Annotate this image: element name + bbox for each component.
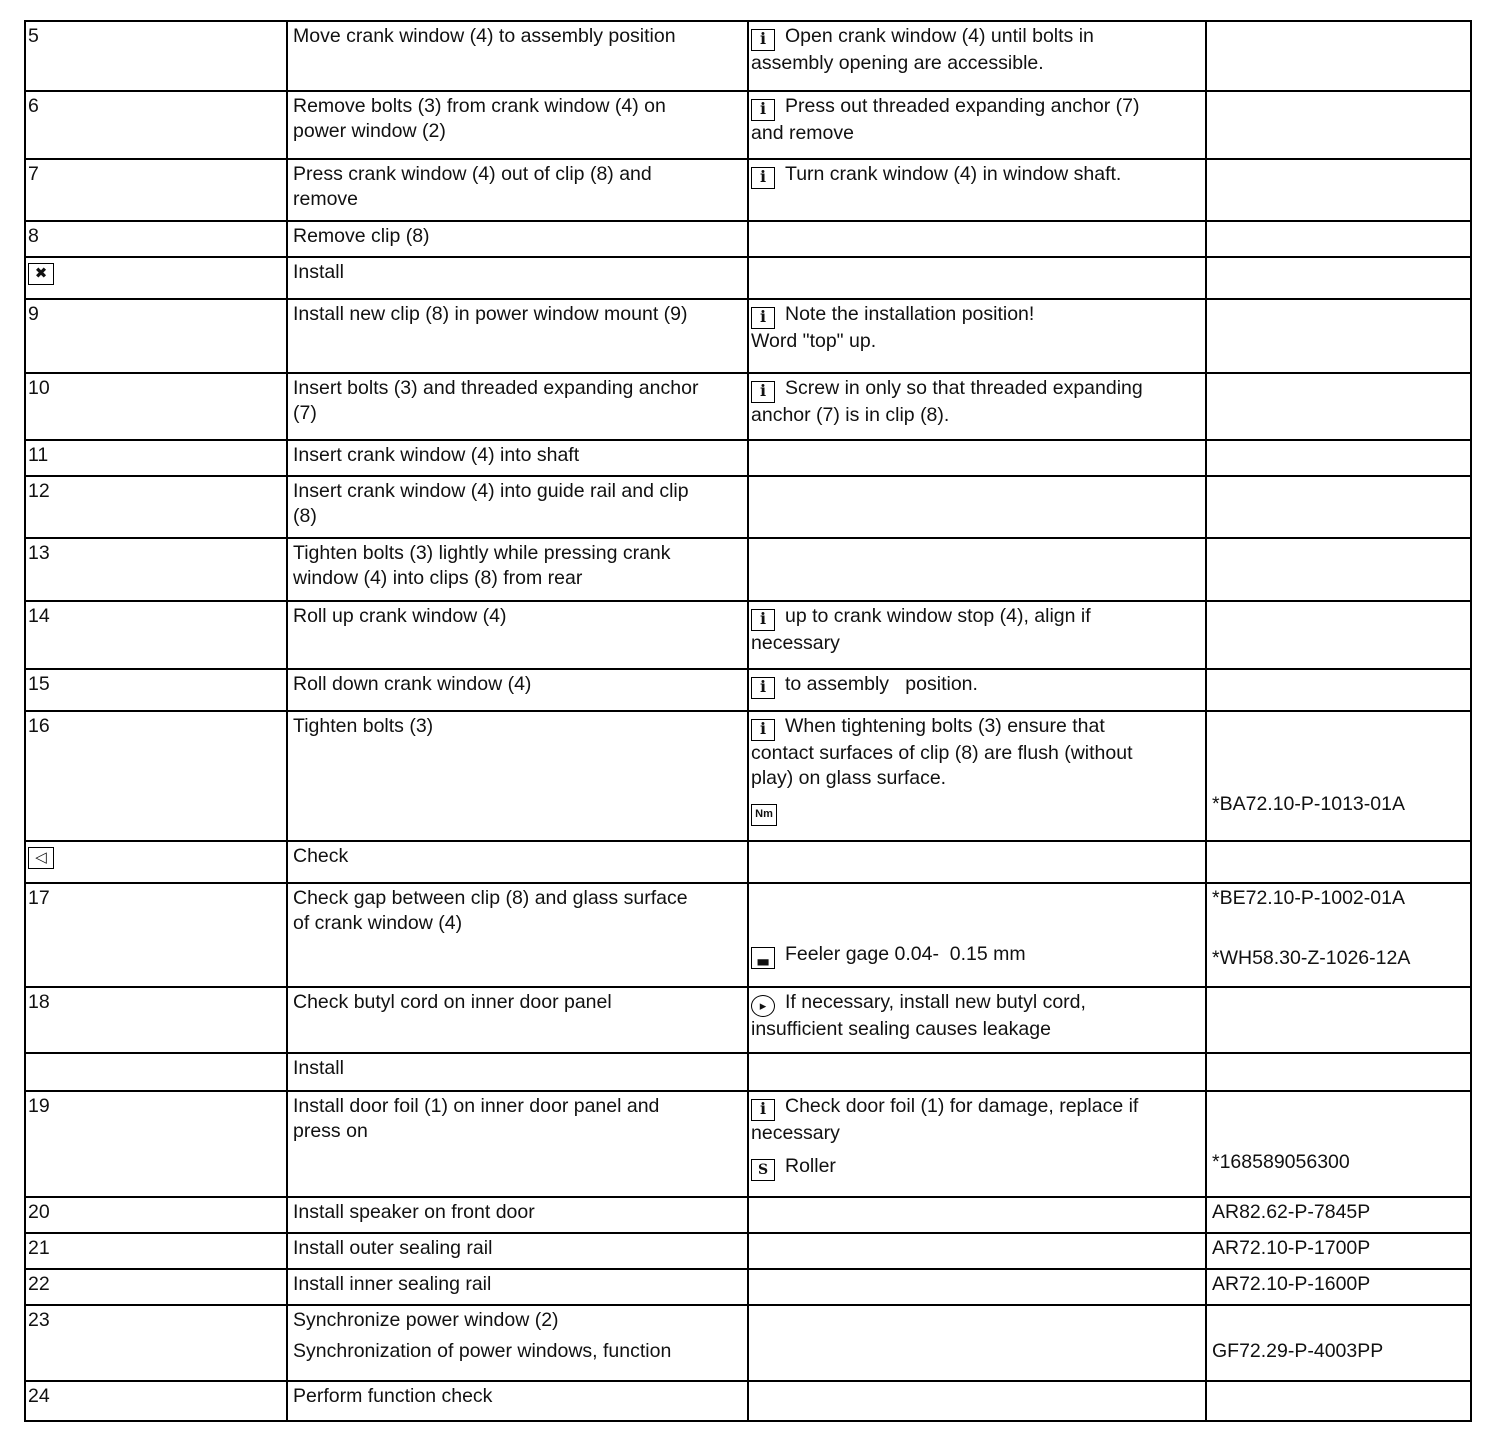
step-number: 11 [25, 440, 287, 476]
step-number: 13 [25, 538, 287, 601]
step-action: Remove clip (8) [287, 221, 748, 257]
info-icon [751, 609, 775, 631]
info-icon [751, 29, 775, 51]
table-row [25, 91, 1471, 159]
step-reference [1206, 440, 1471, 476]
step-note [748, 221, 1206, 257]
info-icon [751, 1099, 775, 1121]
step-action: Tighten bolts (3) [287, 711, 748, 841]
install-icon [28, 263, 54, 285]
step-reference [1206, 159, 1471, 221]
step-reference [1206, 221, 1471, 257]
table-row [25, 601, 1471, 669]
step-reference [1206, 538, 1471, 601]
step-note: iPress out threaded expanding anchor (7) and remove [748, 91, 1206, 159]
section-row [25, 257, 1471, 299]
step-action: Tighten bolts (3) lightly while pressing crank window (4) into clips (8) from rear [287, 538, 748, 601]
step-note: i Note the installation position! Word "top" up. [748, 299, 1206, 373]
section-title: Install [287, 1053, 748, 1091]
table-row [25, 883, 1471, 987]
step-note: i Open crank window (4) until bolts in assembly opening are accessible. [748, 21, 1206, 91]
section-title: Install [287, 257, 748, 299]
step-number: 6 [25, 91, 287, 159]
step-number: 14 [25, 601, 287, 669]
section-icon-cell [25, 257, 287, 299]
step-reference: AR72.10-P-1600P [1206, 1269, 1471, 1305]
step-action: Install outer sealing rail [287, 1233, 748, 1269]
step-note: ▃Feeler gage 0.04- 0.15 mm [748, 883, 1206, 987]
table-row [25, 440, 1471, 476]
table-row [25, 221, 1471, 257]
feeler-gage-icon [751, 947, 775, 969]
step-action: Remove bolts (3) from crank window (4) on power window (2) [287, 91, 748, 159]
step-number: 15 [25, 669, 287, 711]
step-number: 5 [25, 21, 287, 91]
table-row [25, 1381, 1471, 1421]
step-action: Insert bolts (3) and threaded expanding anchor (7) [287, 373, 748, 440]
step-action: Install inner sealing rail [287, 1269, 748, 1305]
step-note: i to assembly position. [748, 669, 1206, 711]
step-reference [1206, 476, 1471, 538]
table-row [25, 159, 1471, 221]
section-row [25, 841, 1471, 883]
table-row [25, 299, 1471, 373]
info-icon [751, 307, 775, 329]
step-note: ▸ If necessary, install new butyl cord, insufficient sealing causes leakage [748, 987, 1206, 1053]
caution-icon [751, 995, 775, 1017]
step-number: 21 [25, 1233, 287, 1269]
step-action: Roll up crank window (4) [287, 601, 748, 669]
table-row [25, 987, 1471, 1053]
section-title: Check [287, 841, 748, 883]
step-action: Check gap between clip (8) and glass surface of crank window (4) [287, 883, 748, 987]
section-icon-cell [25, 841, 287, 883]
info-icon [751, 99, 775, 121]
step-number: 9 [25, 299, 287, 373]
step-number: 12 [25, 476, 287, 538]
step-number: 7 [25, 159, 287, 221]
step-number: 17 [25, 883, 287, 987]
step-action: Install new clip (8) in power window mount (9) [287, 299, 748, 373]
step-reference [1206, 299, 1471, 373]
check-icon [28, 847, 54, 869]
table-row [25, 373, 1471, 440]
step-reference: AR82.62-P-7845P [1206, 1197, 1471, 1233]
step-reference: *BE72.10-P-1002-01A *WH58.30-Z-1026-12A [1206, 883, 1471, 987]
table-row [25, 1269, 1471, 1305]
step-reference [1206, 987, 1471, 1053]
step-reference: *BA72.10-P-1013-01A [1206, 711, 1471, 841]
step-number: 16 [25, 711, 287, 841]
step-number: 10 [25, 373, 287, 440]
step-action: Synchronize power window (2) Synchronization of power windows, function [287, 1305, 748, 1381]
table-row [25, 476, 1471, 538]
step-action: Install speaker on front door [287, 1197, 748, 1233]
table-row [25, 538, 1471, 601]
table-row [25, 711, 1471, 841]
table-row [25, 669, 1471, 711]
table-row [25, 1091, 1471, 1197]
step-note: iTurn crank window (4) in window shaft. [748, 159, 1206, 221]
repair-procedure-table [24, 20, 1472, 1422]
step-reference [1206, 373, 1471, 440]
section-row [25, 1053, 1471, 1091]
table-row [25, 21, 1471, 91]
step-action: Install door foil (1) on inner door panel and press on [287, 1091, 748, 1197]
step-reference: *168589056300 [1206, 1091, 1471, 1197]
info-icon [751, 167, 775, 189]
step-number: 22 [25, 1269, 287, 1305]
step-number: 19 [25, 1091, 287, 1197]
info-icon [751, 381, 775, 403]
table-row [25, 1233, 1471, 1269]
step-action: Roll down crank window (4) [287, 669, 748, 711]
step-action: Insert crank window (4) into shaft [287, 440, 748, 476]
step-note: i When tightening bolts (3) ensure that contact surfaces of clip (8) are flush (without play) on glass surface. Nm [748, 711, 1206, 841]
step-reference [1206, 91, 1471, 159]
info-icon [751, 719, 775, 741]
step-reference: GF72.29-P-4003PP [1206, 1305, 1471, 1381]
info-icon [751, 677, 775, 699]
step-reference [1206, 669, 1471, 711]
step-reference [1206, 21, 1471, 91]
step-action: Check butyl cord on inner door panel [287, 987, 748, 1053]
step-action: Perform function check [287, 1381, 748, 1421]
roller-icon [751, 1159, 775, 1181]
step-action: Move crank window (4) to assembly position [287, 21, 748, 91]
table-row [25, 1197, 1471, 1233]
step-reference [1206, 1381, 1471, 1421]
step-note: i up to crank window stop (4), align if necessary [748, 601, 1206, 669]
step-number: 8 [25, 221, 287, 257]
step-reference [1206, 601, 1471, 669]
step-action: Press crank window (4) out of clip (8) and remove [287, 159, 748, 221]
step-number: 24 [25, 1381, 287, 1421]
step-note: iCheck door foil (1) for damage, replace if necessary SRoller [748, 1091, 1206, 1197]
step-reference: AR72.10-P-1700P [1206, 1233, 1471, 1269]
step-action: Insert crank window (4) into guide rail and clip (8) [287, 476, 748, 538]
step-number: 20 [25, 1197, 287, 1233]
step-number: 23 [25, 1305, 287, 1381]
step-note: iScrew in only so that threaded expanding anchor (7) is in clip (8). [748, 373, 1206, 440]
step-number: 18 [25, 987, 287, 1053]
table-row [25, 1305, 1471, 1381]
torque-nm-icon [751, 804, 777, 826]
